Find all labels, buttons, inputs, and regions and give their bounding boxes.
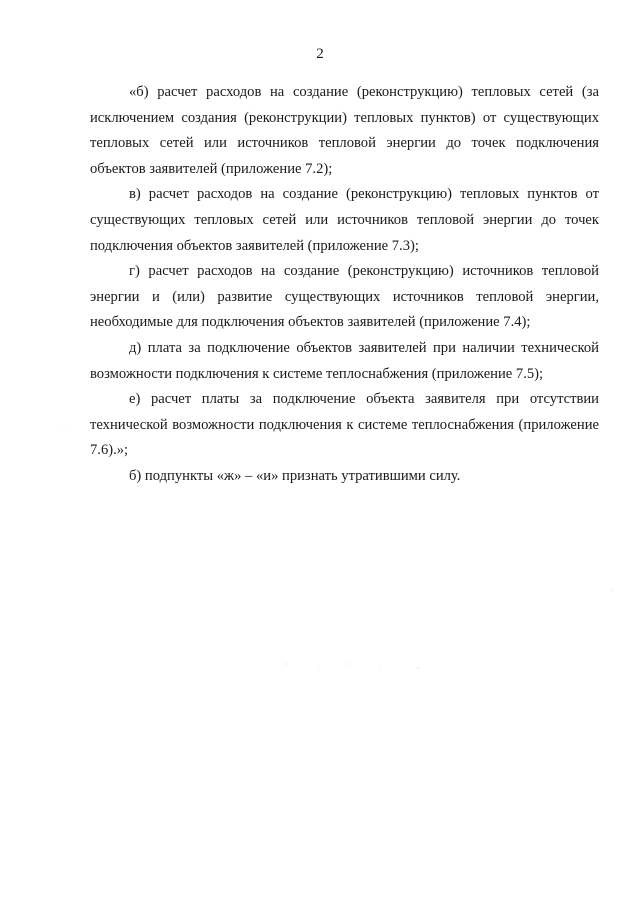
document-body [90,80,599,490]
page-number: 2 [316,46,324,62]
paragraph-b: «б) расчет расходов на создание (реконструкцию) тепловых сетей (за исключением создания (реконструкции) тепловых пунктов) от существующих тепловых сетей или источников тепловой энергии до точек подключения объектов заявителей (приложение 7.2); [90,84,599,177]
paragraph-d: д) плата за подключение объектов заявителей при наличии технической возможности подключения к системе теплоснабжения (приложение 7.5); [90,339,599,382]
paragraph-v: в) расчет расходов на создание (реконструкцию) тепловых пунктов от существующих тепловых сетей или источников тепловой энергии до точек подключения объектов заявителей (приложение 7.3); [90,186,599,254]
paragraph-g: г) расчет расходов на создание (реконструкцию) источников тепловой энергии и (или) развитие существующих источников тепловой энергии, необходимые для подключения объектов заявителей (приложение 7.4); [90,263,599,331]
paragraph-e: е) расчет платы за подключение объекта заявителя при отсутствии технической возможности подключения к системе теплоснабжения (приложение 7.6).»; [90,391,599,459]
paragraph-b-subitems: б) подпункты «ж» – «и» признать утратившими силу. [129,467,461,484]
